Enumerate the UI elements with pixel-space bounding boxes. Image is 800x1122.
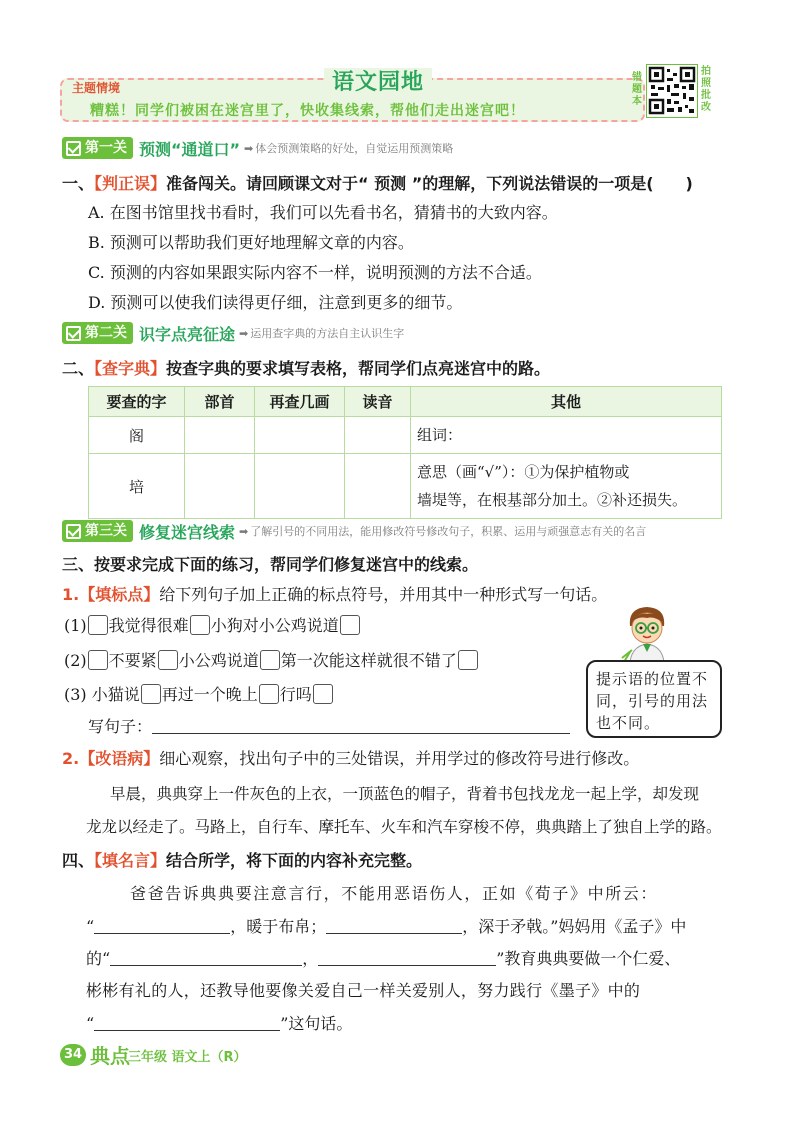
edit-paragraph-line-1[interactable]: 早晨，典典穿上一件灰色的上衣，一顶蓝色的帽子，背着书包找龙龙一起上学，却发现 <box>110 785 700 803</box>
s3-part-2: 再过一个晚上 <box>161 685 258 704</box>
s3-part-3: 行吗 <box>279 685 312 704</box>
qr-code-icon[interactable] <box>646 64 698 118</box>
write-label: 写句子： <box>88 717 153 736</box>
write-sentence-blank[interactable] <box>152 718 570 734</box>
cell-pinyin-input[interactable] <box>345 417 411 454</box>
cell-other-line-2: 墙堤等，在根基部分加土。②补还损失。 <box>417 491 688 509</box>
stage-2-desc: ➡ 运用查字典的方法自主认识生字 <box>239 325 404 341</box>
q4-number: 四、 <box>62 851 95 870</box>
checkbox-icon <box>66 524 81 539</box>
q3-p2-text: 细心观察，找出句子中的三处错误，并用学过的修改符号进行修改。 <box>159 749 640 768</box>
q4-line-2 <box>86 914 686 937</box>
stage-1-label-box <box>62 137 133 159</box>
stage-3-label: 第三关 <box>85 523 127 539</box>
qr-label-right: 拍照批改 <box>701 66 711 113</box>
quote-blank-5[interactable] <box>94 1015 280 1031</box>
q4-line-5 <box>86 1011 352 1034</box>
cell-radical-input[interactable] <box>185 417 255 454</box>
q1-number: 一、 <box>62 174 95 193</box>
cell-pinyin-input[interactable] <box>345 454 411 519</box>
col-header-pinyin: 读音 <box>345 387 411 417</box>
quote-blank-1[interactable] <box>94 918 230 934</box>
stage-2-label: 第二关 <box>85 325 127 341</box>
q4-line-1: 爸爸告诉典典要注意言行，不能用恶语伤人，正如《荀子》中所云： <box>130 884 659 903</box>
boy-illustration-icon <box>618 602 676 664</box>
s2-part-3: 第一次能这样就很不错了 <box>280 651 457 670</box>
checkbox-icon <box>66 141 81 156</box>
q4-l3-mid: ， <box>302 949 319 968</box>
q3-p1-tag: 【填标点】 <box>79 585 160 604</box>
cell-radical-input[interactable] <box>185 454 255 519</box>
col-header-radical: 部首 <box>185 387 255 417</box>
stage-1-bar <box>62 137 453 159</box>
q1-option-c[interactable]: C. 预测的内容如果跟实际内容不一样，说明预测的方法不合适。 <box>88 263 542 282</box>
punct-box[interactable] <box>260 650 280 670</box>
q1-tag: 【判正误】 <box>94 174 167 193</box>
cell-char: 阁 <box>89 417 185 454</box>
sentence-3 <box>64 682 334 705</box>
cell-strokes-input[interactable] <box>255 454 345 519</box>
q3-part-1 <box>62 582 607 605</box>
col-header-strokes: 再查几画 <box>255 387 345 417</box>
stage-3-bar <box>62 520 646 542</box>
punct-box[interactable] <box>340 615 360 635</box>
brand-logo: 典点 <box>90 1044 130 1068</box>
stage-2-title: 识字点亮征途 <box>139 324 236 344</box>
s2-part-2: 小公鸡说道 <box>178 651 259 670</box>
page-number: 34 <box>60 1044 86 1066</box>
s1-part-2: 小狗对小公鸡说道 <box>210 616 339 635</box>
cell-char: 培 <box>89 454 185 519</box>
s2-label: (2) <box>64 651 87 670</box>
quote-blank-2[interactable] <box>326 918 462 934</box>
q4-l5-end: ”这句话。 <box>280 1014 353 1033</box>
q4-text: 结合所学，将下面的内容补充完整。 <box>166 851 423 870</box>
q4-l3-end: ”教育典典要做一个仁爱、 <box>496 949 681 968</box>
q3-p2-number: 2. <box>62 749 80 768</box>
punct-box[interactable] <box>190 615 210 635</box>
dictionary-table <box>88 386 722 519</box>
punct-box[interactable] <box>88 650 108 670</box>
stage-3-label-box <box>62 520 133 542</box>
punct-box[interactable] <box>158 650 178 670</box>
q2-text: 按查字典的要求填写表格，帮同学们点亮迷宫中的路。 <box>166 359 551 378</box>
s1-label: (1) <box>64 616 87 635</box>
q4-l5-quote: “ <box>86 1014 95 1033</box>
punct-box[interactable] <box>141 684 161 704</box>
q1-text: 准备闯关。请回顾课文对于“ 预测 ”的理解，下列说法错误的一项是( ) <box>166 174 693 193</box>
checkbox-icon <box>66 326 81 341</box>
q2-tag: 【查字典】 <box>94 359 167 378</box>
q4-tag: 【填名言】 <box>94 851 167 870</box>
q1-option-d[interactable]: D. 预测可以使我们读得更仔细，注意到更多的细节。 <box>88 293 463 312</box>
q1-option-b[interactable]: B. 预测可以帮助我们更好地理解文章的内容。 <box>88 233 414 252</box>
cell-strokes-input[interactable] <box>255 417 345 454</box>
write-sentence-row <box>88 714 570 737</box>
quote-blank-4[interactable] <box>318 950 496 966</box>
table-row <box>89 417 722 454</box>
q3-p2-tag: 【改语病】 <box>79 749 160 768</box>
q3-heading: 三、按要求完成下面的练习，帮同学们修复迷宫中的线索。 <box>62 555 479 574</box>
theme-tag: 主题情境 <box>72 81 121 95</box>
sentence-1 <box>64 613 361 636</box>
question-1 <box>62 171 693 194</box>
stage-1-label: 第一关 <box>85 140 127 156</box>
q2-number: 二、 <box>62 359 95 378</box>
cell-other[interactable]: 组词： <box>411 417 722 454</box>
qr-label-left: 错题本 <box>632 72 642 107</box>
sentence-2 <box>64 648 479 671</box>
question-2 <box>62 356 550 379</box>
edit-paragraph-line-2[interactable]: 龙龙以经走了。马路上，自行车、摩托车、火车和汽车穿梭不停，典典踏上了独自上学的路。 <box>86 818 722 836</box>
q4-l2-mid: ，暖于布帛； <box>230 917 327 936</box>
col-header-char: 要查的字 <box>89 387 185 417</box>
page-title: 语文园地 <box>324 68 432 98</box>
stage-2-bar <box>62 322 404 344</box>
punct-box[interactable] <box>88 615 108 635</box>
question-4 <box>62 848 422 871</box>
q4-l3-start: 的“ <box>86 949 111 968</box>
stage-1-title: 预测“通道口” <box>139 139 241 159</box>
q4-l2-quote: “ <box>86 917 95 936</box>
col-header-other: 其他 <box>411 387 722 417</box>
q4-l2-end: ，深于矛戟。”妈妈用《孟子》中 <box>462 917 687 936</box>
stage-3-title: 修复迷宫线索 <box>139 522 236 542</box>
cell-other[interactable] <box>411 454 722 519</box>
punct-box[interactable] <box>458 650 478 670</box>
q1-option-a[interactable]: A. 在图书馆里找书看时，我们可以先看书名，猜猜书的大致内容。 <box>88 203 558 222</box>
punct-box[interactable] <box>313 684 333 704</box>
stage-2-label-box <box>62 322 133 344</box>
table-row <box>89 454 722 519</box>
footer-info: 三年级 语文上（R） <box>128 1050 247 1065</box>
hint-bubble: 提示语的位置不同，引号的用法也不同。 <box>586 660 722 738</box>
q4-line-4: 彬彬有礼的人，还教导他要像关爱自己一样关爱别人，努力践行《墨子》中的 <box>86 981 641 1000</box>
quote-blank-3[interactable] <box>110 950 302 966</box>
stage-1-desc: ➡ 体会预测策略的好处，自觉运用预测策略 <box>244 140 453 156</box>
punct-box[interactable] <box>259 684 279 704</box>
q3-p1-text: 给下列句子加上正确的标点符号，并用其中一种形式写一句话。 <box>159 585 608 604</box>
q3-p1-number: 1. <box>62 585 80 604</box>
banner-subtitle: 糟糕！同学们被困在迷宫里了，快收集线索，帮他们走出迷宫吧！ <box>90 103 525 119</box>
cell-other-line-1: 意思（画“√”）：①为保护植物或 <box>417 463 630 481</box>
q4-line-3 <box>86 946 680 969</box>
s3-part-1: (3) 小猫说 <box>64 685 140 704</box>
s1-part-1: 我觉得很难 <box>108 616 189 635</box>
q3-part-2 <box>62 746 639 769</box>
stage-3-desc: ➡ 了解引号的不同用法，能用修改符号修改句子，积累、运用与顽强意志有关的名言 <box>239 523 646 539</box>
s2-part-1: 不要紧 <box>108 651 157 670</box>
